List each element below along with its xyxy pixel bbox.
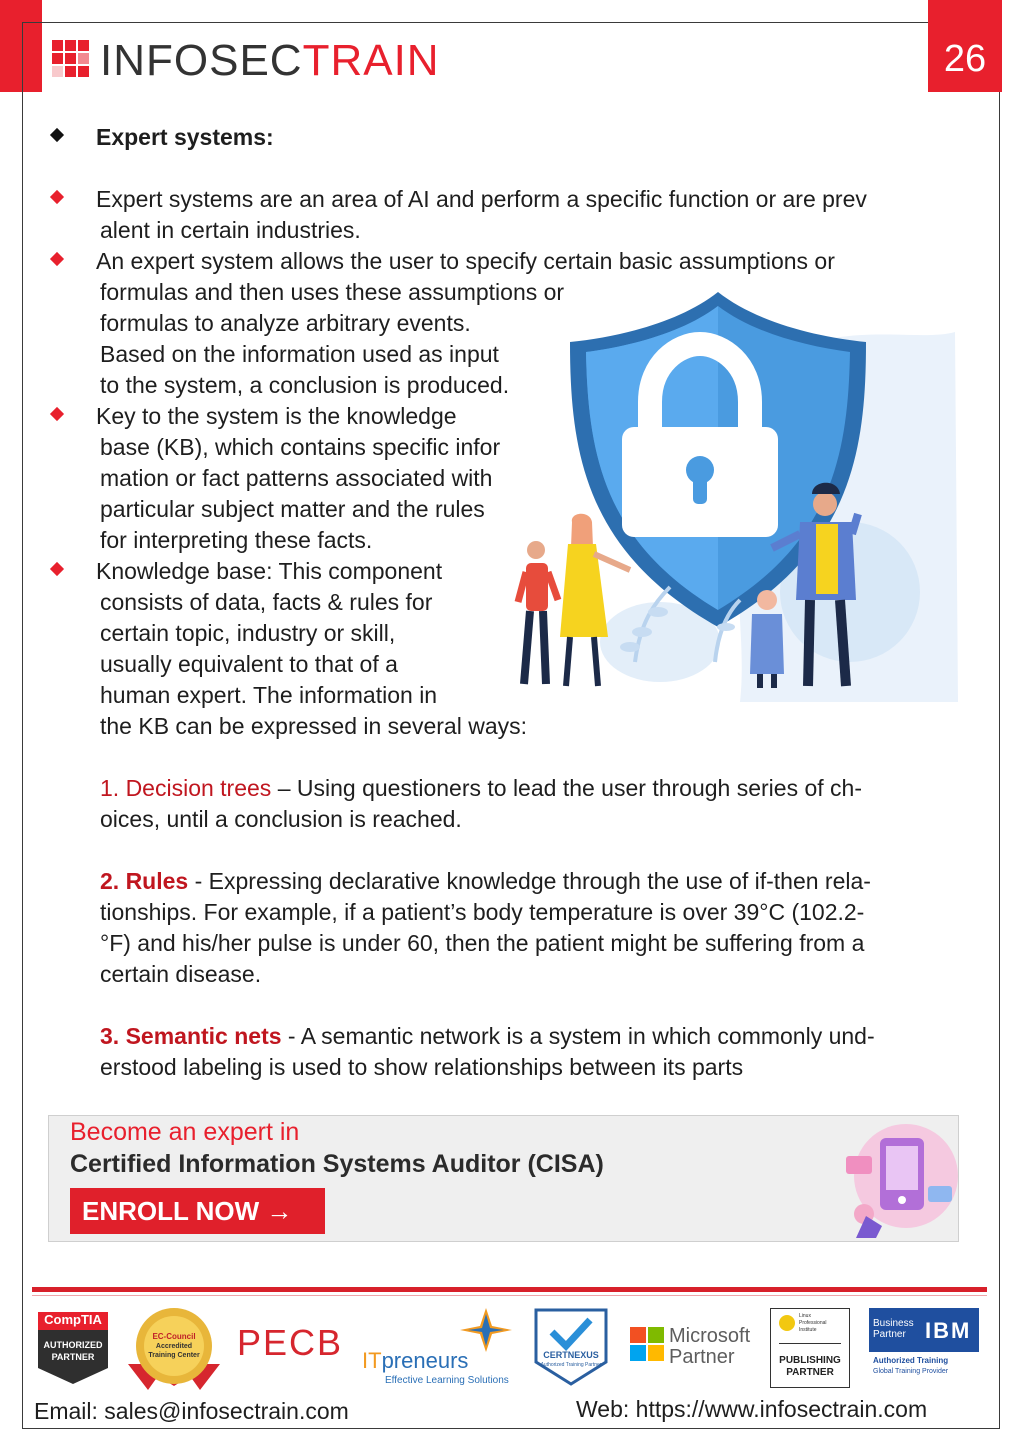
- decision-trees-label: 1. Decision trees: [100, 775, 272, 801]
- lpi-publishing-partner-logo: [770, 1308, 850, 1388]
- paragraph-line: Based on the information used as input: [100, 341, 499, 367]
- paragraph-line: usually equivalent to that of a: [100, 651, 398, 677]
- rules-text: - Expressing declarative knowledge through the use of if-then rela-: [188, 868, 871, 894]
- paragraph-line: Key to the system is the knowledge: [96, 403, 457, 429]
- rules-label: 2. Rules: [100, 868, 189, 894]
- paragraph-line: tionships. For example, if a patient’s body temperature is over 39°C (102.2-: [100, 899, 865, 925]
- footer-email[interactable]: Email: sales@infosectrain.com: [34, 1398, 349, 1424]
- certnexus-name: CERTNEXUS: [543, 1350, 599, 1360]
- bullet-icon: [50, 562, 64, 576]
- comptia-authorized: AUTHORIZED: [43, 1340, 103, 1350]
- paragraph-line: the KB can be expressed in several ways:: [100, 713, 528, 739]
- paragraph-line: base (KB), which contains specific infor: [100, 434, 501, 460]
- lpi-partner: PARTNER: [786, 1367, 834, 1378]
- paragraph-line: to the system, a conclusion is produced.: [100, 372, 510, 398]
- banner-course-title: Certified Information Systems Auditor (CISA): [70, 1150, 604, 1178]
- paragraph-line: °F) and his/her pulse is under 60, then the patient might be suffering from a: [100, 930, 865, 956]
- paragraph-line: formulas to analyze arbitrary events.: [100, 310, 471, 336]
- eccouncil-label: EC-Council: [152, 1332, 196, 1341]
- bullet-icon: [50, 252, 64, 266]
- ibm-business: Business: [873, 1318, 914, 1329]
- itpreneurs-name: preneurs: [381, 1348, 469, 1373]
- infosectrain-logo-icon: [52, 40, 90, 78]
- brand-name-part1: INFOSEC: [100, 36, 303, 85]
- ibm-global-provider: Global Training Provider: [873, 1368, 949, 1375]
- paragraph-line: certain disease.: [100, 961, 262, 987]
- security-shield-illustration: [490, 282, 960, 704]
- lpi-professional: Professional: [799, 1320, 827, 1326]
- paragraph-line: human expert. The information in: [100, 682, 438, 708]
- ibm-partner: Partner: [873, 1329, 906, 1340]
- itpreneurs-it: IT: [362, 1348, 382, 1373]
- pecb-logo: PECB: [237, 1322, 344, 1363]
- lpi-publishing: PUBLISHING: [779, 1355, 841, 1366]
- brand-name: [100, 36, 440, 86]
- paragraph-line: Expert systems are an area of AI and perform a specific function or are prev: [96, 186, 867, 212]
- microsoft-name: Microsoft: [669, 1325, 751, 1347]
- banner-illustration: [836, 1116, 958, 1240]
- comptia-partner-logo: [34, 1308, 112, 1386]
- enroll-now-button[interactable]: ENROLL NOW →: [70, 1188, 325, 1234]
- paragraph-line: mation or fact patterns associated with: [100, 465, 493, 491]
- paragraph-line: consists of data, facts & rules for: [100, 589, 433, 615]
- bullet-icon: [50, 190, 64, 204]
- comptia-label: CompTIA: [44, 1312, 102, 1327]
- microsoft-icon: [630, 1327, 664, 1361]
- bullet-icon: [50, 407, 64, 421]
- paragraph-line: certain topic, industry or skill,: [100, 620, 396, 646]
- semantic-nets-label: 3. Semantic nets: [100, 1023, 282, 1049]
- footer-divider: [32, 1287, 987, 1292]
- footer-web[interactable]: Web: https://www.infosectrain.com: [576, 1396, 928, 1422]
- semantic-nets-text: - A semantic network is a system in which commonly und-: [281, 1023, 875, 1049]
- itpreneurs-star-icon: [458, 1306, 514, 1354]
- eccouncil-accredited: Accredited: [155, 1343, 193, 1350]
- certnexus-logo: [532, 1306, 610, 1388]
- banner-tagline: Become an expert in: [70, 1118, 300, 1146]
- microsoft-partner: Partner: [669, 1346, 735, 1368]
- semantic-nets-line: [100, 1021, 875, 1052]
- paragraph-line: alent in certain industries.: [100, 217, 361, 243]
- itpreneurs-logo: [362, 1348, 468, 1374]
- paragraph-line: erstood labeling is used to show relationships between its parts: [100, 1054, 744, 1080]
- lpi-divider: [779, 1343, 841, 1344]
- footer-divider: [32, 1295, 987, 1296]
- decision-trees-text: – Using questioners to lead the user through series of ch-: [271, 775, 862, 801]
- certnexus-tagline: Authorized Training Partner: [540, 1362, 602, 1368]
- decision-trees-line: [100, 773, 862, 804]
- paragraph-line: particular subject matter and the rules: [100, 496, 485, 522]
- lpi-institute: Institute: [799, 1327, 817, 1333]
- heading-bullet-icon: [50, 128, 64, 142]
- paragraph-line: oices, until a conclusion is reached.: [100, 806, 462, 832]
- itpreneurs-tagline: Effective Learning Solutions: [385, 1375, 509, 1386]
- ibm-logo: IBM: [925, 1318, 972, 1343]
- eccouncil-logo: [118, 1306, 230, 1390]
- ibm-authorized-training: Authorized Training: [873, 1356, 949, 1365]
- paragraph-line: Knowledge base: This component: [96, 558, 443, 584]
- page-number: 26: [928, 0, 1002, 92]
- rules-line: [100, 866, 871, 897]
- paragraph-line: An expert system allows the user to specify certain basic assumptions or: [96, 248, 835, 274]
- paragraph-line: formulas and then uses these assumptions or: [100, 279, 565, 305]
- lpi-linux: Linux: [799, 1313, 811, 1319]
- paragraph-line: for interpreting these facts.: [100, 527, 373, 553]
- lpi-icon: [779, 1315, 795, 1331]
- eccouncil-training: Training Center: [148, 1352, 200, 1359]
- person-illustration: [518, 541, 558, 684]
- ibm-business-partner-logo: [869, 1308, 981, 1384]
- brand-name-part2: TRAIN: [302, 36, 440, 85]
- comptia-partner: PARTNER: [51, 1352, 95, 1362]
- section-heading: Expert systems:: [96, 124, 274, 150]
